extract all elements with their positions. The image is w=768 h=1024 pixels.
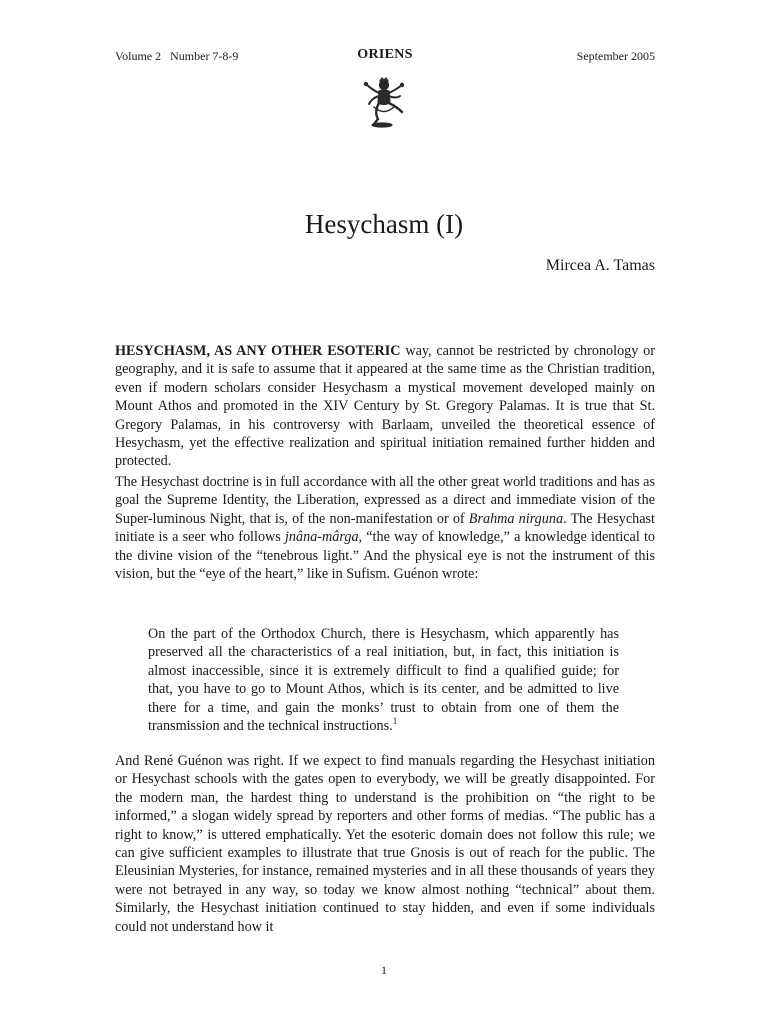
page-number: 1 xyxy=(381,963,387,977)
footnote-marker[interactable]: 1 xyxy=(392,716,398,727)
paragraph-1 xyxy=(115,342,655,471)
paragraph-2-text: , “the way of knowledge,” a knowledge identical to the divine vision of the “tenebrous light.” And the physical eye is not the instrument of this vision, but the “eye of the heart,” like in Sufism. Guénon wrote: xyxy=(115,529,655,583)
quote-text: On the part of the Orthodox Church, there is Hesychasm, which apparently has preserved all the characteristics of a real initiation, but, in fact, this initiation is almost inaccessible, since it is extremely difficult to find a qualified guide; for that, you have to go to Mount Athos, which is its center, and be admitted to live there for a time, and gain the monks’ trust to obtain from one of them the transmission and the technical instructions. xyxy=(148,626,619,735)
journal-name: ORIENS xyxy=(357,47,413,62)
block-quote xyxy=(148,625,619,735)
author-name: Mircea A. Tamas xyxy=(545,257,655,274)
paragraph-1-lead: HESYCHASM, AS ANY OTHER ESOTERIC xyxy=(115,343,401,359)
paragraph-1-body: way, cannot be restricted by chronology or geography, and it is safe to assume that it appeared at the same time as the Christian tradition, even if modern scholars consider Hesychasm a mystical movement developed mainly on Mount Athos and promoted in the XIV Century by St. Gregory Palamas. It is true that St. Gregory Palamas, in his controversy with Barlaam, unveiled the theoretical essence of Hesychasm, yet the effective realization and spiritual initiation remained further hidden and protected. xyxy=(115,343,655,470)
paragraph-2-text: . The Hesychast initiate is a seer who follows xyxy=(115,510,655,546)
issue-date: September 2005 xyxy=(576,49,655,63)
paragraph-2 xyxy=(115,473,655,583)
paragraph-3 xyxy=(115,752,655,936)
running-header xyxy=(115,47,655,65)
term-jnana-marga: jnâna-mârga xyxy=(284,529,359,546)
paragraph-2-text: The Hesychast doctrine is in full accordance with all the other great world traditions and has as goal the Supreme Identity, the Liberation, expressed as a direct and immediate vision of the Super-luminous Night, that is, of the non-manifestation or of xyxy=(115,474,655,527)
paragraph-3-text: And René Guénon was right. If we expect to find manuals regarding the Hesychast initiation or Hesychast schools with the gates open to everybody, we will be greatly disappointed. For the modern man, the hardest thing to understand is the prohibition on “the right to be informed,” a slogan widely spread by reporters and other forms of medias. “The public has a right to know,” is uttered emphatically. Yet the esoteric domain does not follow this rule; we can give sufficient examples to illustrate that true Gnosis is out of reach for the public. The Eleusinian Mysteries, for instance, remained mysteries and in all these thousands of years they were not betrayed in any way, so today we know almost nothing “technical” about them. Similarly, the Hesychast initiation continued to stay hidden, and even if some individuals could not understand how it xyxy=(115,753,655,935)
volume-number: Volume 2 Number 7-8-9 xyxy=(115,49,239,63)
dancing-deity-emblem-icon xyxy=(360,76,408,128)
term-brahma-nirguna: Brahma nirguna xyxy=(468,510,564,527)
article-title: Hesychasm (I) xyxy=(304,209,464,240)
